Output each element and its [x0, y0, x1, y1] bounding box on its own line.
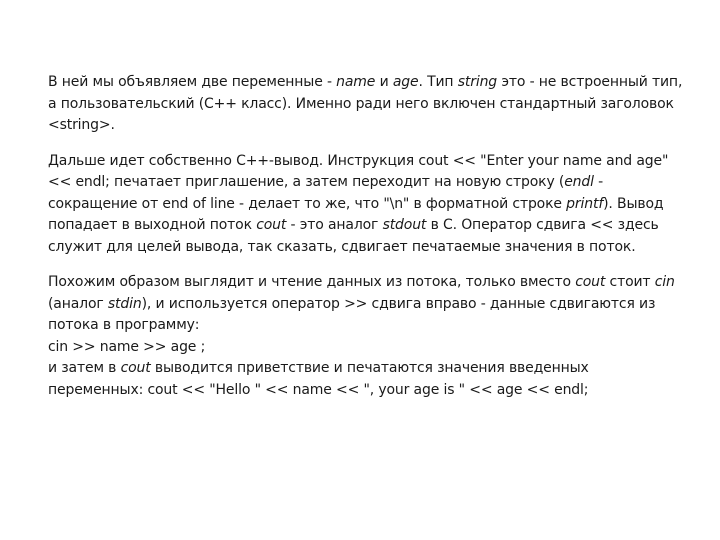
paragraph-1 — [48, 72, 688, 137]
text-run: - это аналог — [286, 217, 383, 233]
italic-term: string — [457, 74, 498, 90]
italic-term: cout — [256, 217, 287, 233]
italic-term: printf — [566, 195, 604, 212]
paragraph-3 — [48, 272, 688, 401]
text-run: стоит — [605, 274, 655, 290]
italic-term: age — [392, 74, 419, 90]
text-run: Похожим образом выглядит и чтение данных из потока, только вместо — [48, 274, 576, 290]
text-run: - сокращение от end of line - делает то же, что "\n" в форматной строке — [48, 174, 604, 212]
text-run: в С. Оператор сдвига << здесь служит для целей вывода, так сказать, сдвигает печатаемые значения в поток. — [48, 217, 659, 255]
text-run: и затем в — [48, 360, 121, 376]
italic-term: endl — [564, 174, 594, 190]
italic-term: cout — [120, 360, 151, 376]
text-run: . Тип — [418, 74, 458, 90]
text-content — [48, 72, 688, 401]
paragraph-2 — [48, 151, 688, 259]
text-run: ), и используется оператор >> сдвига вправо - данные сдвигаются из потока в программу: — [48, 295, 656, 333]
text-run: Дальше идет собственно С++-вывод. Инструкция cout << "Enter your name and age" << endl; печатает приглашение, а затем переходит на новую строку ( — [48, 152, 669, 190]
text-run: (аналог — [48, 295, 108, 312]
italic-term: cin — [654, 274, 675, 290]
italic-term: name — [336, 74, 376, 90]
italic-term: stdout — [382, 217, 427, 233]
italic-term: cout — [575, 274, 606, 290]
text-run: cin >> name >> age ; — [48, 338, 206, 355]
italic-term: stdin — [107, 295, 142, 312]
text-run: и — [375, 74, 393, 90]
text-run: В ней мы объявляем две переменные - — [48, 74, 337, 90]
text-run: ). Вывод попадает в выходной поток — [48, 195, 664, 233]
text-run: выводится приветствие и печатаются значения введенных переменных: cout << "Hello " << name << ", your age is " << age << endl; — [48, 360, 589, 398]
text-run: это - не встроенный тип, а пользовательский (С++ класс). Именно ради него включен стандартный заголовок <string>. — [48, 74, 683, 133]
